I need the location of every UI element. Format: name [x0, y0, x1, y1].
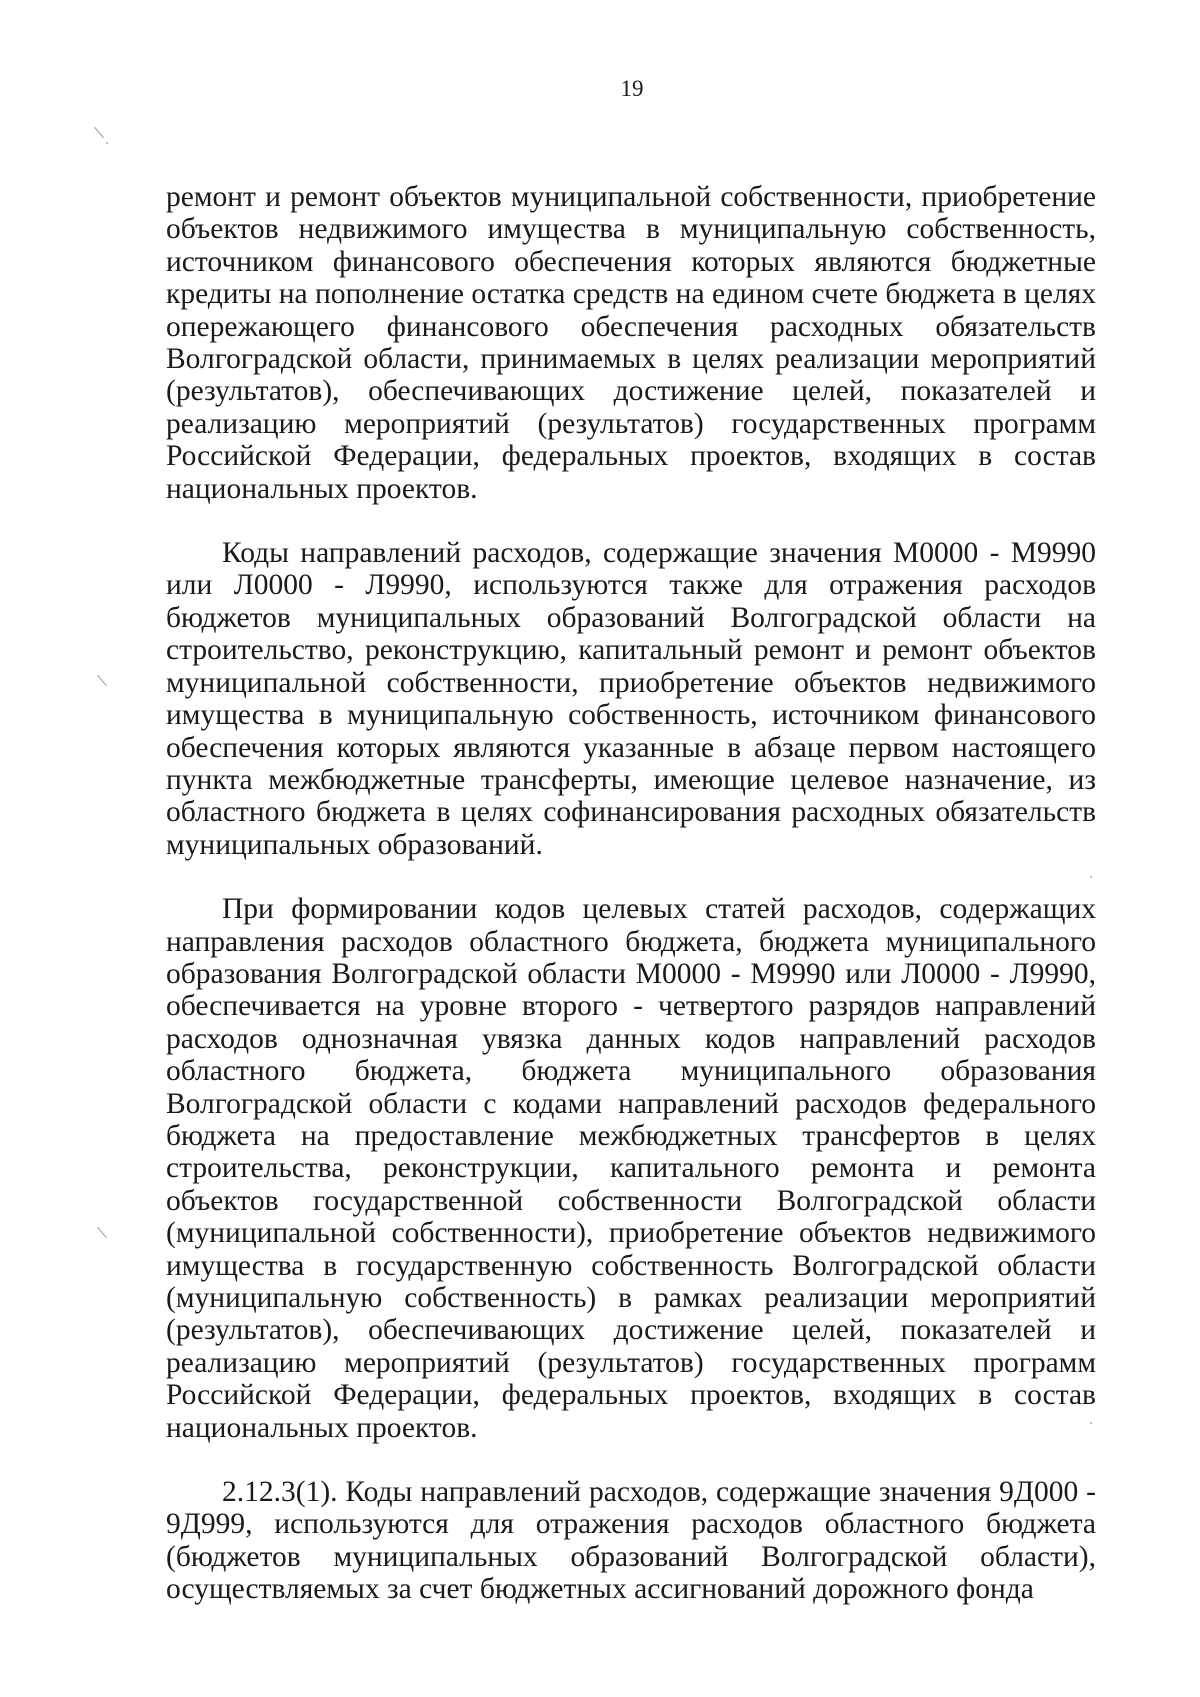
paragraph-continuation: ремонт и ремонт объектов муниципальной собственности, приобретение объектов недвижимого имущества в муниципальную собственность, источником финансового обеспечения которых являются бюджетные кредиты на пополнение остатка средств на едином счете бюджета в целях опережающего финансового обеспечения расходных обязательств Волгоградской области, принимаемых в целях реализации мероприятий (результатов), обеспечивающих достижение целей, показателей и реализацию мероприятий (результатов) государственных программ Российской Федерации, федеральных проектов, входящих в состав национальных проектов.	[166, 181, 1096, 505]
scan-mark	[97, 675, 107, 686]
paragraph-road-fund-codes: 2.12.3(1). Коды направлений расходов, содержащие значения 9Д000 - 9Д999, используются для отражения расходов областного бюджета (бюджетов муниципальных образований Волгоградской области), осуществляемых за счет бюджетных ассигнований дорожного фонда	[166, 1476, 1096, 1606]
document-body	[166, 181, 1096, 1606]
page-number: 19	[620, 76, 644, 101]
scan-mark	[94, 127, 104, 138]
scan-mark	[97, 1227, 107, 1238]
scan-mark	[106, 142, 108, 144]
paragraph-budget-codes-municipal: Коды направлений расходов, содержащие значения М0000 - М9990 или Л0000 - Л9990, используются также для отражения расходов бюджетов муниципальных образований Волгоградской области на строительство, реконструкцию, капитальный ремонт и ремонт объектов муниципальной собственности, приобретение объектов недвижимого имущества в муниципальную собственность, источником финансового обеспечения которых являются указанные в абзаце первом настоящего пункта межбюджетные трансферты, имеющие целевое назначение, из областного бюджета в целях софинансирования расходных обязательств муниципальных образований.	[166, 537, 1096, 861]
paragraph-target-article-codes: При формировании кодов целевых статей расходов, содержащих направления расходов областного бюджета, бюджета муниципального образования Волгоградской области М0000 - М9990 или Л0000 - Л9990, обеспечивается на уровне второго - четвертого разрядов направлений расходов однозначная увязка данных кодов направлений расходов областного бюджета, бюджета муниципального образования Волгоградской области с кодами направлений расходов федерального бюджета на предоставление межбюджетных трансфертов в целях строительства, реконструкции, капитального ремонта и ремонта объектов государственной собственности Волгоградской области (муниципальной собственности), приобретение объектов недвижимого имущества в государственную собственность Волгоградской области (муниципальную собственность) в рамках реализации мероприятий (результатов), обеспечивающих достижение целей, показателей и реализацию мероприятий (результатов) государственных программ Российской Федерации, федеральных проектов, входящих в состав национальных проектов.	[166, 893, 1096, 1444]
